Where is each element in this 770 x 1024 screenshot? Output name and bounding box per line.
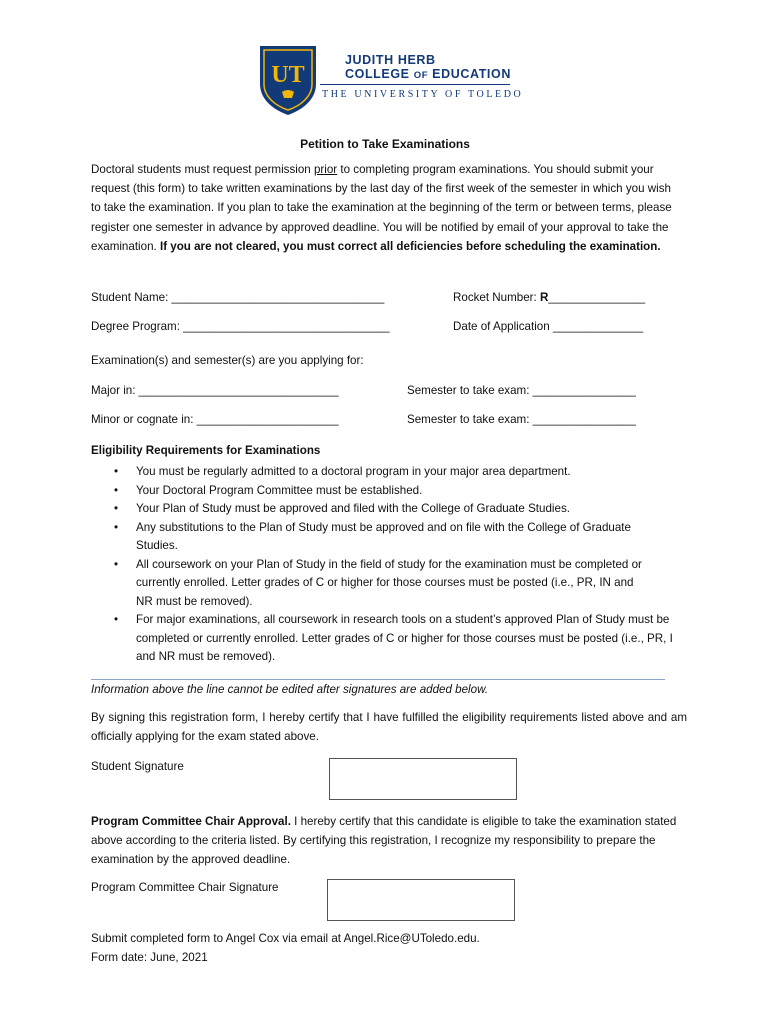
bullet-icon: • bbox=[114, 502, 119, 515]
list-item: • You must be regularly admitted to a doctoral program in your major area department. bbox=[91, 463, 691, 482]
student-signature-label: Student Signature bbox=[91, 760, 184, 773]
bullet-icon: • bbox=[114, 557, 119, 571]
list-item: • All coursework on your Plan of Study in the field of study for the examination must be completed or currently enrolled. Letter grades of C or higher for those courses must be posted (i.e., PR, IN and NR must be removed). bbox=[114, 557, 642, 608]
edit-lock-divider bbox=[91, 679, 665, 680]
eligibility-list bbox=[91, 463, 691, 667]
minor-field[interactable]: Minor or cognate in: ______________________ bbox=[91, 413, 339, 426]
logo-university-name: THE UNIVERSITY OF TOLEDO bbox=[322, 89, 524, 100]
logo-college-name-line1: JUDITH HERB bbox=[345, 53, 436, 67]
page-title: Petition to Take Examinations bbox=[300, 137, 470, 151]
bullet-icon: • bbox=[114, 613, 119, 626]
chair-signature-box[interactable] bbox=[327, 879, 515, 921]
bullet-icon: • bbox=[114, 465, 119, 478]
list-item: • Your Plan of Study must be approved and filed with the College of Graduate Studies. bbox=[91, 500, 691, 519]
intro-paragraph: Doctoral students must request permission prior to completing program examinations. You should submit your request (this form) to take written examinations by the last day of the first week of the semester in which you wish to take the examination. If you plan to take the examination at the beginning of the term or between terms, please register one semester in advance by approved deadline. You will be notified by email of your approval to take the examination. If you are not cleared, you must correct all deficiencies before scheduling the examination. bbox=[91, 163, 672, 253]
examinations-prompt: Examination(s) and semester(s) are you applying for: bbox=[91, 354, 364, 367]
bullet-icon: • bbox=[114, 483, 119, 497]
date-of-application-field[interactable]: Date of Application ______________ bbox=[453, 320, 644, 333]
student-signature-box[interactable] bbox=[329, 758, 517, 800]
form-date: Form date: June, 2021 bbox=[91, 951, 208, 964]
student-name-field[interactable]: Student Name: _________________________________ bbox=[91, 291, 385, 304]
edit-lock-note: Information above the line cannot be edited after signatures are added below. bbox=[91, 683, 489, 696]
ut-shield-logo-icon bbox=[258, 44, 318, 116]
submit-instructions: Submit completed form to Angel Cox via email at Angel.Rice@UToledo.edu. bbox=[91, 932, 480, 945]
list-item: • Your Doctoral Program Committee must be established. bbox=[91, 482, 691, 501]
bullet-icon: • bbox=[114, 520, 119, 534]
chair-signature-label: Program Committee Chair Signature bbox=[91, 881, 279, 894]
chair-approval-paragraph: Program Committee Chair Approval. I hereby certify that this candidate is eligible to take the examination stated above according to the criteria listed. By certifying this registration, I recognize my responsibility to prepare the examination by the approved deadline. bbox=[91, 815, 677, 867]
rocket-number-field[interactable]: Rocket Number: R_______________ bbox=[453, 291, 646, 304]
major-field[interactable]: Major in: _______________________________ bbox=[91, 384, 339, 397]
list-item: • Any substitutions to the Plan of Study must be approved and on file with the College of Graduate Studies. bbox=[114, 520, 631, 552]
certification-paragraph: By signing this registration form, I hereby certify that I have fulfilled the eligibility requirements listed above and am officially applying for the exam stated above. bbox=[91, 711, 687, 744]
logo-college-name-line2: COLLEGE OF EDUCATION bbox=[345, 67, 511, 81]
eligibility-title: Eligibility Requirements for Examinations bbox=[91, 444, 321, 457]
degree-program-field[interactable]: Degree Program: ________________________________ bbox=[91, 320, 390, 333]
list-item: • For major examinations, all coursework in research tools on a student’s approved Plan of Study must be completed or currently enrolled. Letter grades of C or higher for those courses must be posted (i.e., PR, I and NR must be removed). bbox=[114, 613, 673, 663]
logo-divider bbox=[320, 84, 510, 85]
semester-field-1[interactable]: Semester to take exam: ________________ bbox=[407, 384, 636, 397]
logo-mark: UT bbox=[271, 62, 305, 88]
semester-field-2[interactable]: Semester to take exam: ________________ bbox=[407, 413, 636, 426]
